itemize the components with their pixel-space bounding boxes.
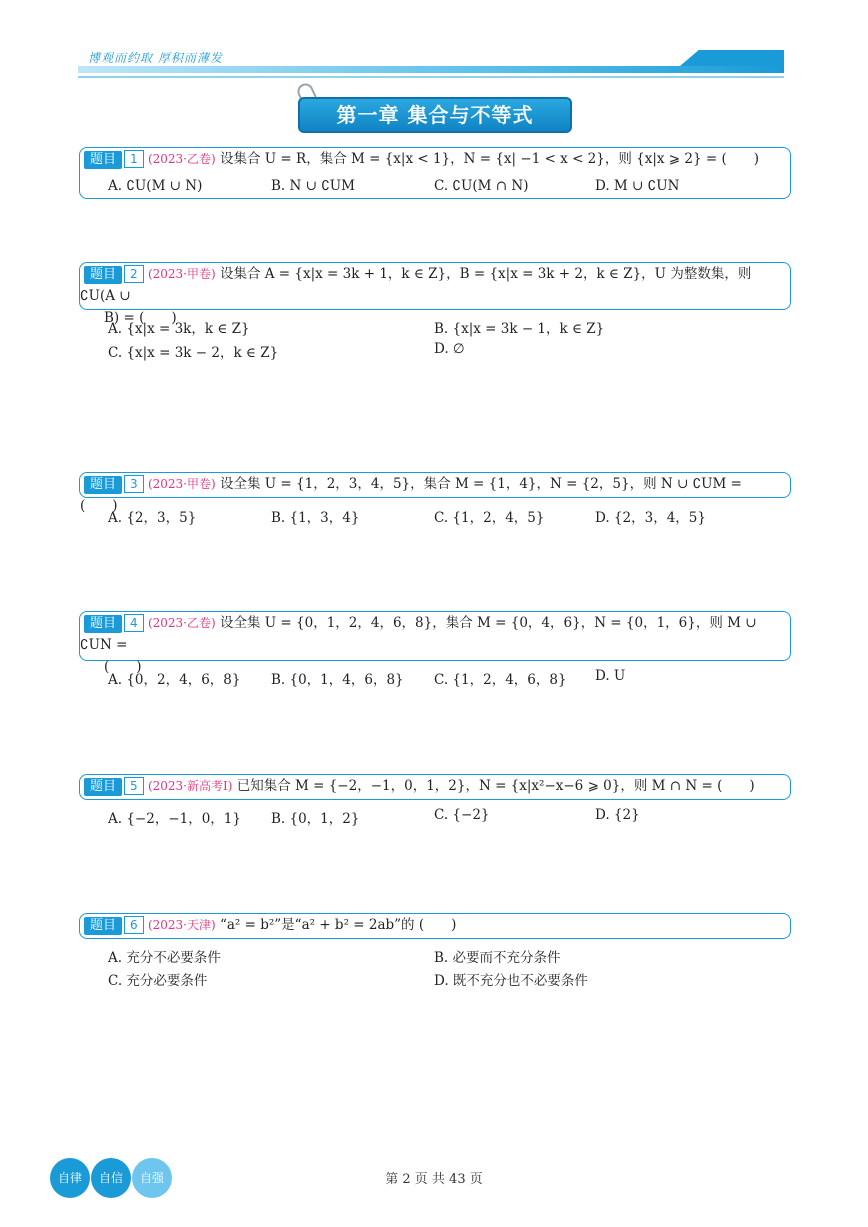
question-label: 题目 [84,615,122,633]
question-number: 5 [124,777,144,795]
option-c[interactable]: C. ∁U(M ∩ N) [434,178,529,194]
question-2-box [79,262,791,326]
option-b[interactable]: B. {0，1，2} [271,811,360,827]
footer-badge-confidence: 自信 [91,1158,131,1198]
option-c[interactable]: C. {x|x = 3k − 2，k ∈ Z} [108,345,279,361]
option-a[interactable]: A. 充分不必要条件 [108,950,221,966]
question-6-box [79,913,791,939]
question-source: (2023·乙卷) [147,152,216,166]
question-number: 1 [124,150,144,168]
header-motto: 博观而约取 厚积而薄发 [88,51,223,65]
option-d[interactable]: D. {2} [595,807,640,823]
question-label: 题目 [84,151,122,169]
question-stem: 设全集 U = {0，1，2，4，6，8}，集合 M = {0，4，6}，N = {0，1，6}，则 M ∪ ∁UN = [80,615,757,653]
question-number: 6 [124,916,144,934]
header-bar-thin [78,76,784,78]
option-a[interactable]: A. {x|x = 3k，k ∈ Z} [108,321,250,337]
option-c[interactable]: C. 充分必要条件 [108,973,208,989]
header-tab-decoration [680,50,784,66]
option-d[interactable]: D. {2，3，4，5} [595,510,706,526]
option-a[interactable]: A. {−2，−1，0，1} [108,811,241,827]
question-label: 题目 [84,917,122,935]
question-label: 题目 [84,778,122,796]
question-label: 题目 [84,266,122,284]
option-c[interactable]: C. {1，2，4，6，8} [434,672,567,688]
question-stem-continued: B) = ( ) [104,310,177,326]
option-d[interactable]: D. M ∪ ∁UN [595,178,680,194]
question-number: 4 [124,614,144,632]
question-source: (2023·甲卷) [147,267,216,281]
option-b[interactable]: B. {x|x = 3k − 1，k ∈ Z} [434,321,605,337]
footer-badge-discipline: 自律 [50,1158,90,1198]
header-bar [78,66,784,73]
option-a[interactable]: A. ∁U(M ∪ N) [108,178,203,194]
question-stem-continued: ( ) [104,659,142,675]
question-stem: 设全集 U = {1，2，3，4，5}，集合 M = {1，4}，N = {2，5}，则 N ∪ ∁UM = ( ) [80,476,742,514]
question-label: 题目 [84,476,122,494]
question-4-box [79,611,791,675]
question-5-box [79,774,791,800]
question-stem: 已知集合 M = {−2，−1，0，1，2}，N = {x|x²−x−6 ⩾ 0}，则 M ∩ N = ( ) [232,778,755,794]
option-a[interactable]: A. {2，3，5} [108,510,197,526]
question-source: (2023·乙卷) [147,616,216,630]
question-source: (2023·新高考Ⅰ) [147,779,233,793]
option-c[interactable]: C. {1，2，4，5} [434,510,545,526]
question-number: 3 [124,475,144,493]
question-3-box [79,472,791,514]
chapter-title: 第一章 集合与不等式 [298,97,572,133]
option-d[interactable]: D. 既不充分也不必要条件 [434,973,588,989]
question-source: (2023·天津) [147,918,216,932]
option-b[interactable]: B. {1，3，4} [271,510,360,526]
question-stem: “a² = b²”是“a² + b² = 2ab”的 ( ) [215,917,457,933]
option-d[interactable]: D. U [595,668,626,684]
option-c[interactable]: C. {−2} [434,807,490,823]
option-b[interactable]: B. {0，1，4，6，8} [271,672,404,688]
option-d[interactable]: D. ∅ [434,341,465,357]
option-b[interactable]: B. N ∪ ∁UM [271,178,355,194]
question-number: 2 [124,265,144,283]
question-stem: 设集合 A = {x|x = 3k + 1，k ∈ Z}，B = {x|x = 3k + 2，k ∈ Z}，U 为整数集，则 ∁U(A ∪ [80,266,752,304]
option-b[interactable]: B. 必要而不充分条件 [434,950,561,966]
page-number: 第 2 页 共 43 页 [385,1172,483,1187]
option-a[interactable]: A. {0，2，4，6，8} [108,672,241,688]
question-stem: 设集合 U = R，集合 M = {x|x < 1}，N = {x| −1 < x < 2}，则 {x|x ⩾ 2} = ( ) [215,151,760,167]
footer-badge-strength: 自强 [132,1158,172,1198]
question-source: (2023·甲卷) [147,477,216,491]
